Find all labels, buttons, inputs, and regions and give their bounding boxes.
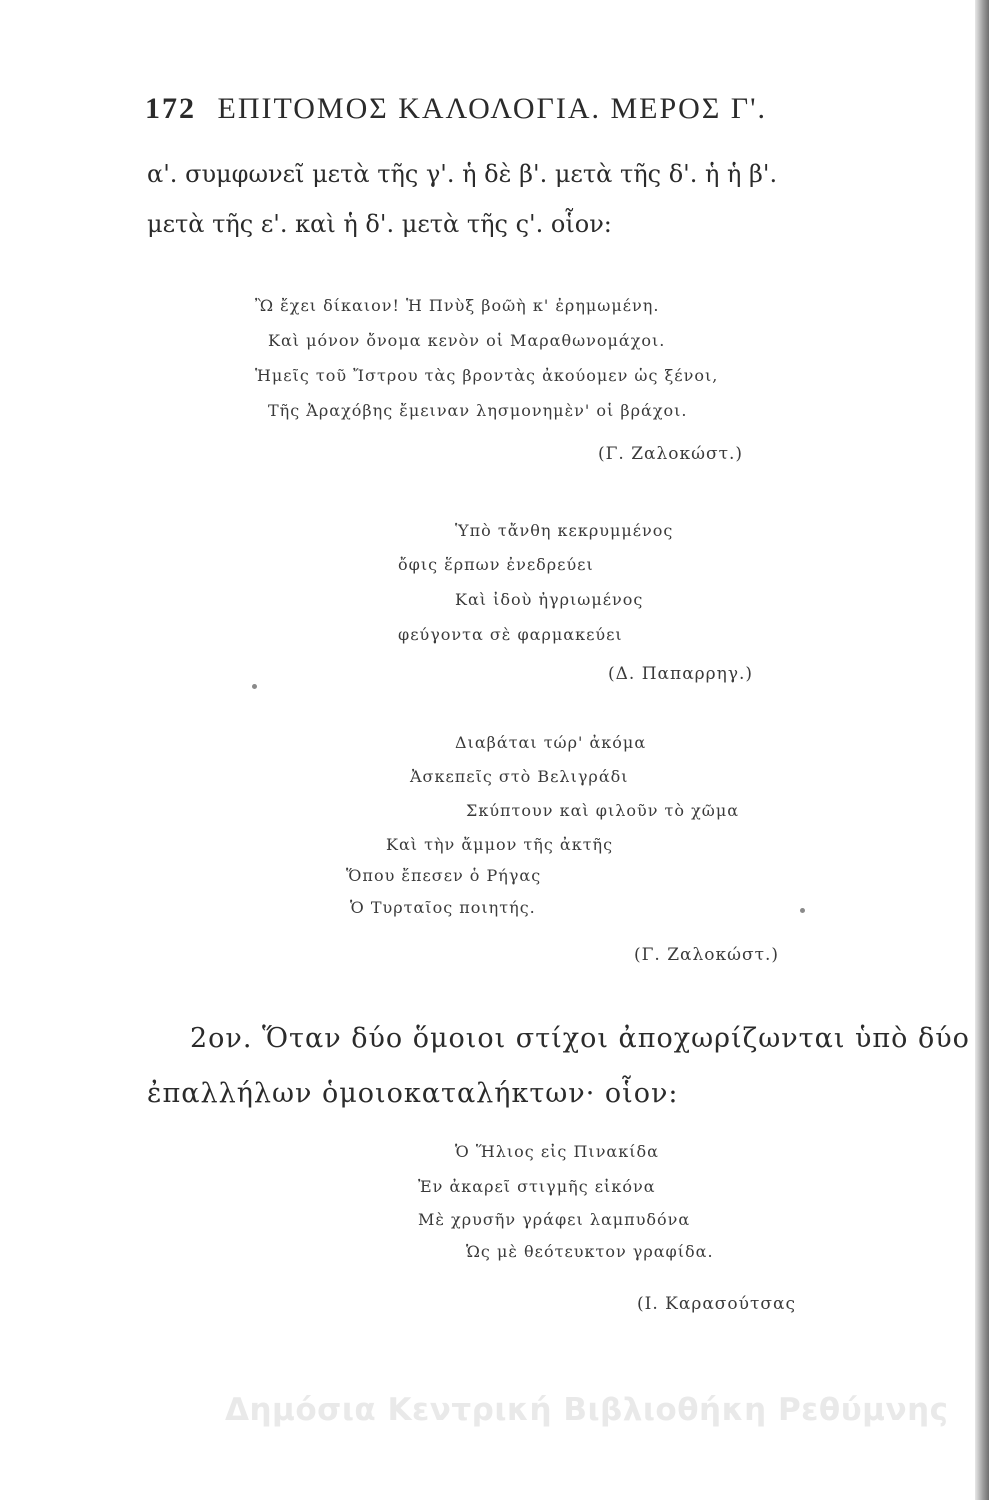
poem4-attribution: (Ι. Καρασούτσας bbox=[637, 1294, 796, 1314]
poem3-line-5: Ὅπου ἔπεσεν ὁ Ρήγας bbox=[346, 866, 542, 885]
ink-speck bbox=[252, 684, 257, 689]
running-header bbox=[145, 92, 767, 126]
intro-line-1: α'. συμφωνεῖ μετὰ τῆς γ'. ἡ δὲ β'. μετὰ τῆς δ'. ἡ ἡ β'. bbox=[147, 160, 778, 188]
page-edge-shadow bbox=[975, 0, 989, 1500]
ink-speck bbox=[800, 908, 805, 913]
poem3-line-1: Διαβάται τώρ' ἀκόμα bbox=[455, 733, 647, 752]
poem4-line-1: Ὁ Ἥλιος εἰς Πινακίδα bbox=[455, 1142, 659, 1161]
poem4-line-3: Μὲ χρυσῆν γράφει λαμπυδόνα bbox=[418, 1210, 691, 1229]
poem3-line-6: Ὁ Τυρταῖος ποιητής. bbox=[350, 898, 536, 917]
library-watermark: Δημόσια Κεντρική Βιβλιοθήκη Ρεθύμνης bbox=[225, 1392, 949, 1428]
poem3-line-2: Ἀσκεπεῖς στὸ Βελιγράδι bbox=[410, 767, 629, 786]
poem3-line-3: Σκύπτουν καὶ φιλοῦν τὸ χῶμα bbox=[466, 801, 740, 820]
poem2-line-4: φεύγοντα σὲ φαρμακεύει bbox=[398, 625, 623, 644]
poem1-line-1: Ὢ ἔχει δίκαιον! Ἡ Πνὺξ βοῶὴ κ' ἐρημωμένη. bbox=[255, 296, 660, 315]
poem2-line-1: Ὑπὸ τἄνθη κεκρυμμένος bbox=[455, 521, 674, 540]
poem1-line-2: Καὶ μόνον ὄνομα κενὸν οἱ Μαραθωνομάχοι. bbox=[268, 331, 666, 350]
poem4-line-4: Ὡς μὲ θεότευκτον γραφίδα. bbox=[466, 1242, 714, 1261]
section2-line-2: ἐπαλλήλων ὁμοιοκαταλήκτων· οἷον: bbox=[147, 1078, 679, 1109]
poem2-attribution: (Δ. Παπαρρηγ.) bbox=[608, 664, 754, 684]
section2-line-1: 2ον. Ὅταν δύο ὅμοιοι στίχοι ἀποχωρίζωνται ὑπὸ δύο bbox=[190, 1023, 970, 1054]
poem1-attribution: (Γ. Ζαλοκώστ.) bbox=[598, 444, 744, 464]
poem3-line-4: Καὶ τὴν ἄμμον τῆς ἀκτῆς bbox=[386, 835, 614, 854]
poem3-attribution: (Γ. Ζαλοκώστ.) bbox=[634, 945, 780, 965]
poem1-line-4: Τῆς Ἀραχόβης ἔμειναν λησμονημὲν' οἱ βράχοι. bbox=[268, 401, 688, 420]
poem2-line-2: ὄφις ἕρπων ἐνεδρεύει bbox=[398, 555, 594, 574]
intro-line-2: μετὰ τῆς ε'. καὶ ἡ δ'. μετὰ τῆς ς'. οἷον: bbox=[147, 210, 612, 238]
page-title: ΕΠΙΤΟΜΟΣ ΚΑΛΟΛΟΓΙΑ. ΜΕΡΟΣ Γ'. bbox=[217, 92, 768, 125]
poem2-line-3: Καὶ ἰδοὺ ἠγριωμένος bbox=[455, 590, 644, 609]
poem1-line-3: Ἡμεῖς τοῦ Ἴστρου τὰς βροντὰς ἀκούομεν ὡς ξένοι, bbox=[255, 366, 719, 385]
poem4-line-2: Ἐν ἀκαρεῖ στιγμῆς εἰκόνα bbox=[418, 1177, 656, 1196]
page-number: 172 bbox=[145, 92, 196, 125]
